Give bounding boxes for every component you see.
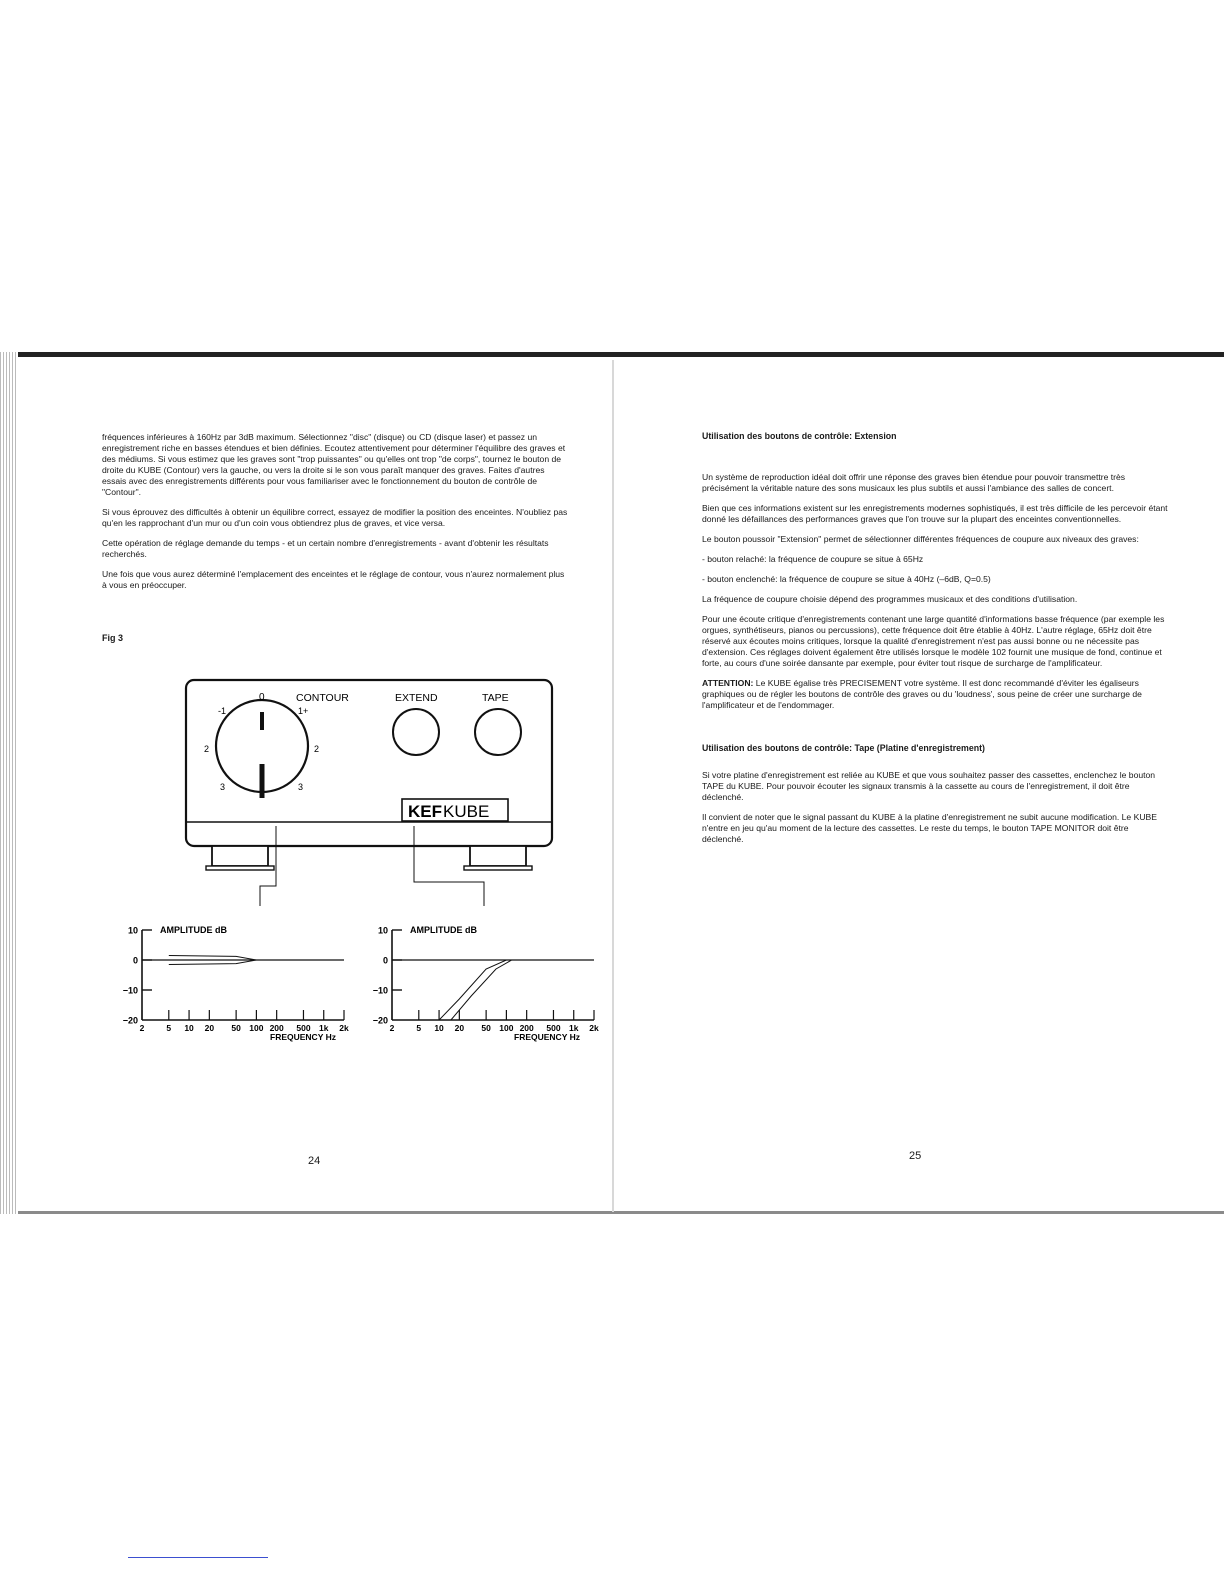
tape-button — [475, 709, 521, 755]
dial-mark: 3 — [298, 782, 304, 792]
chart-title: AMPLITUDE dB — [410, 925, 477, 935]
x-axis-label: FREQUENCY Hz — [270, 1032, 336, 1042]
attention-label: ATTENTION: — [702, 678, 754, 688]
response-curve — [169, 956, 344, 961]
extend-button — [393, 709, 439, 755]
x-tick-label: 1k — [568, 1023, 579, 1033]
extension-response-chart — [362, 920, 612, 1046]
section-heading: Utilisation des boutons de contrôle: Tape (Platine d'enregistrement) — [702, 743, 985, 753]
page-edge — [0, 352, 18, 1214]
spread-bottom-border — [18, 1211, 1224, 1214]
footer-link-line — [128, 1557, 268, 1558]
page-number: 25 — [909, 1150, 922, 1162]
paragraph: Si vous éprouvez des difficultés à obtenir un équilibre correct, essayez de modifier la position des enceintes. N'oubliez pas qu'en les rapprochant d'un mur ou d'un coin vous obtiendrez plus de graves, et vice versa. — [102, 507, 568, 528]
device-foot — [212, 846, 268, 866]
paragraph: Il convient de noter que le signal passant du KUBE à la platine d'enregistrement ne subit aucune modification. Le KUBE n'entre en jeu qu'au moment de la lecture des cassettes. Le reste du temps, le bouton TAPE MONITOR doit être déclenché. — [702, 812, 1157, 844]
y-tick-label: 10 — [377, 925, 388, 936]
x-tick-label: 5 — [416, 1023, 422, 1033]
paragraph: Bien que ces informations existent sur les enregistrements modernes sophistiqués, il est très difficile de les percevoir étant donné les défaillances des performances graves que l'on trouve sur la plupart des enceintes conventionnelles. — [702, 503, 1168, 524]
x-tick-label: 2k — [589, 1023, 599, 1033]
kube-device-illustration — [180, 676, 560, 906]
paragraph: Cette opération de réglage demande du temps - et un certain nombre d'enregistrements - avant d'obtenir les résultats recherchés. — [102, 538, 549, 559]
kef-kube-logo: KEFKUBE — [408, 802, 490, 821]
book-fold — [612, 360, 614, 1212]
x-tick-label: 20 — [454, 1023, 465, 1033]
device-foot — [206, 866, 274, 870]
dial-mark: 2 — [314, 744, 320, 754]
y-tick-label: −10 — [122, 985, 138, 996]
x-tick-label: 2 — [139, 1023, 145, 1033]
y-tick-label: 0 — [132, 955, 138, 966]
paragraph: fréquences inférieures à 160Hz par 3dB maximum. Sélectionnez "disc" (disque) ou CD (disque laser) et passez un enregistrement riche en basses étendues et bien définies. Ecoutez attentivement pour déterminer l'équilibre des graves et des médiums. Si vous estimez que les graves sont "trop puissantes" ou qu'elles ont trop "de corps", tournez le bouton de droite du KUBE (Contour) vers la gauche, ou vers la droite si le son vous paraît manquer des graves. Faites d'autres essais avec des enregistrements différents pour vous familiariser avec le fonctionnement du bouton de contrôle de "Contour". — [102, 432, 566, 497]
attention-paragraph — [702, 678, 1170, 711]
x-tick-label: 2 — [389, 1023, 395, 1033]
paragraph: Un système de reproduction idéal doit offrir une réponse des graves bien étendue pour pouvoir transmettre très précisément la véritable nature des sons musicaux les plus subtils et aussi l'ambiance des salles de concert. — [702, 472, 1126, 493]
paragraph: Si votre platine d'enregistrement est reliée au KUBE et que vous souhaitez passer des cassettes, enclenchez le bouton TAPE du KUBE. Pour pouvoir écouter les signaux transmis à la cassette au cours de l'enregistrement, il doit être déclenché. — [702, 770, 1156, 802]
response-curve — [169, 960, 344, 965]
figure-label: Fig 3 — [102, 633, 124, 643]
x-tick-label: 500 — [546, 1023, 561, 1033]
response-curve — [451, 960, 594, 1020]
contour-label: CONTOUR — [296, 692, 349, 704]
section-heading: Utilisation des boutons de contrôle: Extension — [702, 431, 897, 441]
y-tick-label: −20 — [372, 1015, 388, 1026]
spread-top-border — [0, 352, 1224, 357]
paragraph: Pour une écoute critique d'enregistrements contenant une large quantité d'informations basse fréquence (par exemple les orgues, synthétiseurs, pianos ou percussions), cette fréquence doit être établie à 40Hz. L'autre réglage, 65Hz doit être réservé aux écoutes moins critiques, lorsque la qualité d'enregistrement n'est pas aussi bonne ou ne nécessite pas d'extension. Ces réglages doivent également être utilisés lorsque le modèle 102 fournit une musique de fond, continue et forte, au cours d'une soirée dansante par exemple, pour éviter tout risque de surcharge de l'amplificateur. — [702, 614, 1165, 668]
x-tick-label: 200 — [269, 1023, 284, 1033]
x-tick-label: 50 — [231, 1023, 241, 1033]
contour-response-chart — [112, 920, 362, 1046]
dial-mark: 2 — [204, 744, 210, 754]
x-tick-label: 50 — [481, 1023, 491, 1033]
dial-mark: 1+ — [298, 706, 309, 716]
chart-title: AMPLITUDE dB — [160, 925, 227, 935]
y-tick-label: 10 — [127, 925, 138, 936]
x-tick-label: 1k — [318, 1023, 329, 1033]
response-curve — [439, 960, 594, 1020]
x-tick-label: 5 — [166, 1023, 172, 1033]
y-tick-label: −20 — [122, 1015, 138, 1026]
x-tick-label: 100 — [499, 1023, 514, 1033]
y-tick-label: 0 — [382, 955, 388, 966]
page-number: 24 — [308, 1155, 321, 1167]
dial-mark: 0 — [259, 692, 265, 703]
paragraph: Une fois que vous aurez déterminé l'emplacement des enceintes et le réglage de contour, vous n'aurez normalement plus à vous en préoccuper. — [102, 569, 565, 590]
left-page-text — [102, 432, 570, 600]
x-tick-label: 100 — [249, 1023, 264, 1033]
device-foot — [464, 866, 532, 870]
x-axis-label: FREQUENCY Hz — [514, 1032, 580, 1042]
paragraph: La fréquence de coupure choisie dépend des programmes musicaux et des conditions d'utilisation. — [702, 594, 1078, 604]
x-tick-label: 20 — [204, 1023, 215, 1033]
x-tick-label: 2k — [339, 1023, 349, 1033]
tape-label: TAPE — [482, 692, 509, 704]
dial-mark: -1 — [218, 706, 227, 716]
y-tick-label: −10 — [372, 985, 388, 996]
x-tick-label: 10 — [434, 1023, 444, 1033]
paragraph: - bouton relaché: la fréquence de coupure se situe à 65Hz — [702, 554, 924, 564]
paragraph: Le bouton poussoir "Extension" permet de sélectionner différentes fréquences de coupure aux niveaux des graves: — [702, 534, 1139, 544]
paragraph: - bouton enclenché: la fréquence de coupure se situe à 40Hz (–6dB, Q=0.5) — [702, 574, 991, 584]
attention-text: Le KUBE égalise très PRECISEMENT votre système. Il est donc recommandé d'éviter les égaliseurs graphiques ou de régler les boutons de contrôle des graves ou du 'loudness', sous peine de créer une surcharge de l'amplificateur et de l'endommager. — [702, 678, 1142, 710]
x-tick-label: 200 — [519, 1023, 534, 1033]
extend-label: EXTEND — [395, 692, 438, 704]
device-foot — [470, 846, 526, 866]
dial-mark: 3 — [220, 782, 226, 792]
right-page-text — [702, 431, 1170, 854]
x-tick-label: 500 — [296, 1023, 311, 1033]
x-tick-label: 10 — [184, 1023, 194, 1033]
